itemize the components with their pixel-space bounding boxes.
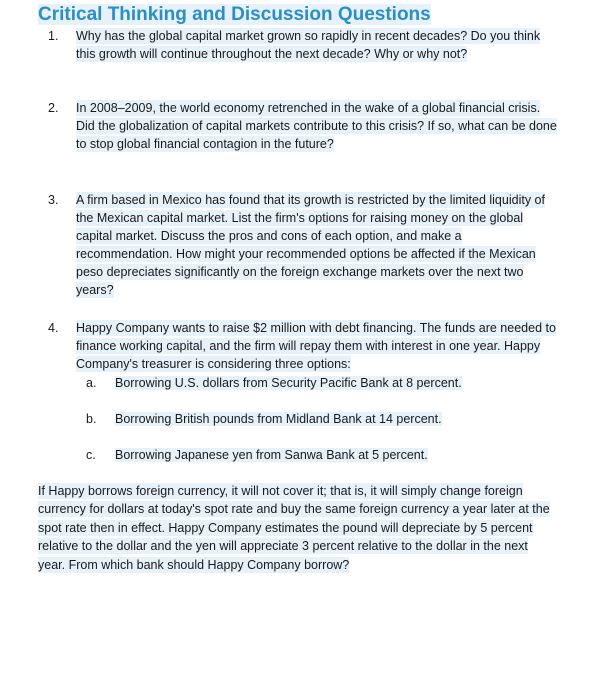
option-a (38, 374, 558, 392)
question-text: A firm based in Mexico has found that its growth is restricted by the limited liquidity of the Mexican capital market. List the firm's options for raising money on the global capital market. Discuss the pros and cons of each option, and make a recommendation. How might your recommended options be affected if the Mexican peso depreciates significantly on the foreign exchange markets over the next two years? (76, 193, 545, 297)
option-b (38, 410, 558, 428)
option-letter: b. (86, 412, 97, 426)
question-number: 2. (48, 101, 59, 115)
question-4 (38, 319, 558, 373)
question-number: 1. (48, 29, 59, 43)
closing-paragraph-text: If Happy borrows foreign currency, it will not cover it; that is, it will simply change foreign currency for dollars at today's spot rate and buy the same foreign currency a year later at the spot rate then in effect. Happy Company estimates the pound will depreciate by 5 percent relative to the dollar and the yen will appreciate 3 percent relative to the dollar in the next year. From which bank should Happy Company borrow? (38, 484, 550, 572)
option-letter: c. (86, 448, 96, 462)
closing-paragraph (38, 482, 554, 574)
option-text: Borrowing British pounds from Midland Bank at 14 percent. (115, 412, 442, 426)
question-2 (38, 99, 558, 153)
option-text: Borrowing U.S. dollars from Security Pacific Bank at 8 percent. (115, 376, 462, 390)
question-text: Why has the global capital market grown so rapidly in recent decades? Do you think this growth will continue throughout the next decade? Why or why not? (76, 29, 541, 61)
option-c (38, 446, 558, 464)
question-number: 3. (48, 193, 59, 207)
page-title (38, 4, 431, 26)
question-text: In 2008–2009, the world economy retrenched in the wake of a global financial crisis. Did the globalization of capital markets contribute to this crisis? If so, what can be done to stop global financial contagion in the future? (76, 101, 557, 151)
option-letter: a. (86, 376, 97, 390)
question-text: Happy Company wants to raise $2 million with debt financing. The funds are needed to finance working capital, and the firm will repay them with interest in one year. Happy Company's treasurer is considering three options: (76, 321, 556, 371)
option-text: Borrowing Japanese yen from Sanwa Bank at 5 percent. (115, 448, 428, 462)
page-title-text: Critical Thinking and Discussion Questions (38, 4, 431, 25)
question-number: 4. (48, 321, 59, 335)
question-3 (38, 191, 558, 299)
question-1 (38, 27, 558, 63)
